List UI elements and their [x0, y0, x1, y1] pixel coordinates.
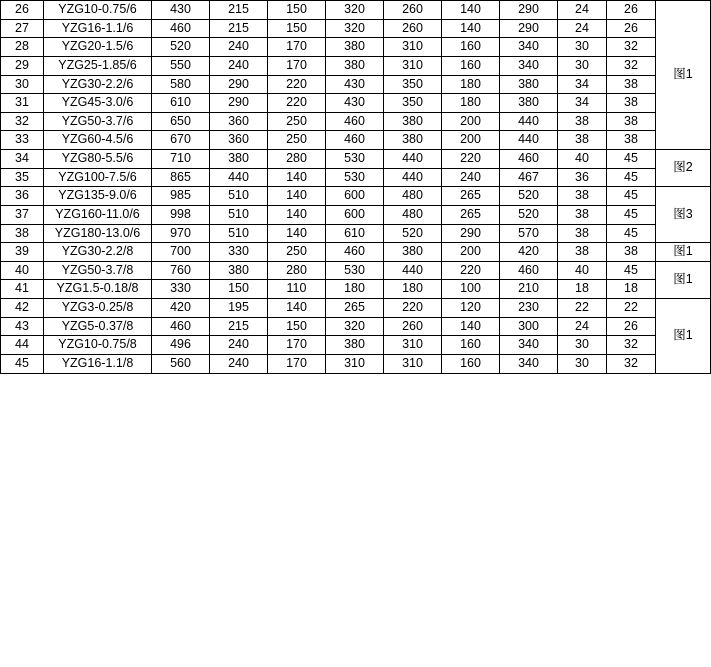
value-v3: 170 [268, 56, 326, 75]
value-v1: 420 [152, 299, 210, 318]
value-v8: 40 [558, 150, 607, 169]
value-v8: 30 [558, 56, 607, 75]
value-v2: 240 [210, 56, 268, 75]
value-v7: 340 [500, 56, 558, 75]
value-v8: 24 [558, 1, 607, 20]
value-v6: 100 [442, 280, 500, 299]
value-v5: 440 [384, 150, 442, 169]
row-index: 39 [1, 243, 44, 262]
value-v4: 380 [326, 56, 384, 75]
value-v1: 560 [152, 354, 210, 373]
value-v9: 38 [607, 75, 656, 94]
value-v6: 220 [442, 261, 500, 280]
value-v5: 310 [384, 56, 442, 75]
value-v1: 650 [152, 112, 210, 131]
value-v6: 140 [442, 317, 500, 336]
row-index: 26 [1, 1, 44, 20]
value-v8: 40 [558, 261, 607, 280]
model-name: YZG20-1.5/6 [44, 38, 152, 57]
table-row [1, 336, 711, 355]
value-v2: 240 [210, 336, 268, 355]
value-v8: 24 [558, 317, 607, 336]
value-v3: 140 [268, 224, 326, 243]
value-v9: 45 [607, 205, 656, 224]
table-row [1, 317, 711, 336]
value-v4: 600 [326, 187, 384, 206]
value-v6: 265 [442, 187, 500, 206]
value-v2: 215 [210, 1, 268, 20]
value-v8: 30 [558, 38, 607, 57]
model-name: YZG30-2.2/8 [44, 243, 152, 262]
value-v4: 530 [326, 261, 384, 280]
model-name: YZG180-13.0/6 [44, 224, 152, 243]
value-v2: 215 [210, 19, 268, 38]
value-v8: 22 [558, 299, 607, 318]
row-index: 43 [1, 317, 44, 336]
value-v8: 38 [558, 112, 607, 131]
model-name: YZG5-0.37/8 [44, 317, 152, 336]
value-v9: 26 [607, 317, 656, 336]
value-v6: 220 [442, 150, 500, 169]
value-v4: 460 [326, 131, 384, 150]
value-v4: 530 [326, 168, 384, 187]
table-row [1, 1, 711, 20]
model-name: YZG30-2.2/6 [44, 75, 152, 94]
value-v9: 26 [607, 1, 656, 20]
value-v5: 220 [384, 299, 442, 318]
value-v5: 260 [384, 19, 442, 38]
row-index: 38 [1, 224, 44, 243]
value-v6: 160 [442, 38, 500, 57]
value-v7: 460 [500, 150, 558, 169]
value-v2: 150 [210, 280, 268, 299]
value-v1: 430 [152, 1, 210, 20]
value-v5: 480 [384, 205, 442, 224]
table-row [1, 19, 711, 38]
value-v8: 34 [558, 75, 607, 94]
value-v6: 120 [442, 299, 500, 318]
value-v5: 440 [384, 261, 442, 280]
value-v9: 26 [607, 19, 656, 38]
value-v5: 380 [384, 243, 442, 262]
value-v2: 510 [210, 205, 268, 224]
table-row [1, 75, 711, 94]
value-v8: 38 [558, 243, 607, 262]
row-index: 44 [1, 336, 44, 355]
value-v3: 150 [268, 1, 326, 20]
table-row [1, 224, 711, 243]
value-v5: 310 [384, 336, 442, 355]
value-v1: 460 [152, 19, 210, 38]
value-v3: 150 [268, 19, 326, 38]
value-v3: 140 [268, 168, 326, 187]
value-v7: 340 [500, 336, 558, 355]
value-v4: 600 [326, 205, 384, 224]
value-v7: 210 [500, 280, 558, 299]
value-v2: 440 [210, 168, 268, 187]
value-v9: 22 [607, 299, 656, 318]
value-v6: 180 [442, 75, 500, 94]
value-v9: 45 [607, 261, 656, 280]
figure-reference: 图1 [656, 299, 711, 374]
value-v3: 140 [268, 187, 326, 206]
value-v1: 710 [152, 150, 210, 169]
value-v1: 580 [152, 75, 210, 94]
figure-reference: 图1 [656, 261, 711, 298]
value-v5: 380 [384, 112, 442, 131]
value-v1: 520 [152, 38, 210, 57]
model-name: YZG80-5.5/6 [44, 150, 152, 169]
value-v6: 240 [442, 168, 500, 187]
table-row [1, 187, 711, 206]
model-name: YZG160-11.0/6 [44, 205, 152, 224]
model-name: YZG25-1.85/6 [44, 56, 152, 75]
value-v4: 265 [326, 299, 384, 318]
value-v1: 970 [152, 224, 210, 243]
row-index: 34 [1, 150, 44, 169]
value-v9: 45 [607, 150, 656, 169]
model-name: YZG10-0.75/8 [44, 336, 152, 355]
value-v9: 38 [607, 94, 656, 113]
value-v4: 320 [326, 1, 384, 20]
value-v7: 520 [500, 187, 558, 206]
value-v9: 32 [607, 354, 656, 373]
value-v6: 160 [442, 354, 500, 373]
value-v1: 700 [152, 243, 210, 262]
row-index: 30 [1, 75, 44, 94]
value-v5: 310 [384, 354, 442, 373]
value-v1: 496 [152, 336, 210, 355]
table-row [1, 131, 711, 150]
table-row [1, 354, 711, 373]
row-index: 36 [1, 187, 44, 206]
value-v9: 38 [607, 243, 656, 262]
row-index: 31 [1, 94, 44, 113]
value-v9: 45 [607, 224, 656, 243]
value-v3: 250 [268, 243, 326, 262]
value-v1: 865 [152, 168, 210, 187]
value-v3: 280 [268, 150, 326, 169]
table-row [1, 38, 711, 57]
value-v1: 460 [152, 317, 210, 336]
value-v8: 38 [558, 131, 607, 150]
value-v7: 440 [500, 131, 558, 150]
figure-reference: 图3 [656, 187, 711, 243]
value-v5: 520 [384, 224, 442, 243]
value-v9: 45 [607, 187, 656, 206]
figure-reference: 图1 [656, 1, 711, 150]
value-v7: 570 [500, 224, 558, 243]
value-v8: 38 [558, 187, 607, 206]
table-row [1, 56, 711, 75]
value-v2: 290 [210, 75, 268, 94]
value-v3: 170 [268, 38, 326, 57]
value-v4: 530 [326, 150, 384, 169]
model-name: YZG50-3.7/6 [44, 112, 152, 131]
value-v9: 38 [607, 131, 656, 150]
value-v6: 265 [442, 205, 500, 224]
value-v2: 510 [210, 187, 268, 206]
value-v6: 200 [442, 131, 500, 150]
value-v6: 290 [442, 224, 500, 243]
value-v8: 24 [558, 19, 607, 38]
value-v6: 140 [442, 19, 500, 38]
value-v4: 460 [326, 243, 384, 262]
model-name: YZG45-3.0/6 [44, 94, 152, 113]
value-v7: 340 [500, 354, 558, 373]
value-v7: 290 [500, 1, 558, 20]
row-index: 37 [1, 205, 44, 224]
value-v4: 310 [326, 354, 384, 373]
value-v1: 998 [152, 205, 210, 224]
value-v2: 380 [210, 150, 268, 169]
row-index: 33 [1, 131, 44, 150]
value-v3: 140 [268, 205, 326, 224]
value-v5: 260 [384, 1, 442, 20]
value-v3: 140 [268, 299, 326, 318]
value-v2: 360 [210, 131, 268, 150]
value-v7: 420 [500, 243, 558, 262]
value-v6: 160 [442, 56, 500, 75]
value-v8: 30 [558, 336, 607, 355]
value-v8: 38 [558, 224, 607, 243]
value-v4: 180 [326, 280, 384, 299]
value-v4: 430 [326, 94, 384, 113]
value-v3: 110 [268, 280, 326, 299]
table-row [1, 94, 711, 113]
value-v8: 34 [558, 94, 607, 113]
row-index: 35 [1, 168, 44, 187]
value-v9: 45 [607, 168, 656, 187]
table-body [1, 1, 711, 374]
value-v4: 610 [326, 224, 384, 243]
figure-reference: 图1 [656, 243, 711, 262]
figure-reference: 图2 [656, 150, 711, 187]
value-v3: 170 [268, 336, 326, 355]
value-v5: 480 [384, 187, 442, 206]
value-v6: 160 [442, 336, 500, 355]
row-index: 29 [1, 56, 44, 75]
model-name: YZG60-4.5/6 [44, 131, 152, 150]
value-v5: 260 [384, 317, 442, 336]
value-v3: 220 [268, 75, 326, 94]
value-v3: 150 [268, 317, 326, 336]
value-v9: 32 [607, 38, 656, 57]
value-v6: 200 [442, 112, 500, 131]
table-row [1, 205, 711, 224]
value-v8: 30 [558, 354, 607, 373]
value-v7: 380 [500, 94, 558, 113]
value-v7: 300 [500, 317, 558, 336]
model-name: YZG3-0.25/8 [44, 299, 152, 318]
value-v5: 380 [384, 131, 442, 150]
value-v7: 230 [500, 299, 558, 318]
table-row [1, 168, 711, 187]
model-name: YZG100-7.5/6 [44, 168, 152, 187]
value-v6: 140 [442, 1, 500, 20]
value-v7: 520 [500, 205, 558, 224]
table-row [1, 112, 711, 131]
row-index: 45 [1, 354, 44, 373]
value-v2: 240 [210, 354, 268, 373]
value-v1: 610 [152, 94, 210, 113]
table-row [1, 243, 711, 262]
model-name: YZG16-1.1/8 [44, 354, 152, 373]
value-v5: 180 [384, 280, 442, 299]
value-v2: 195 [210, 299, 268, 318]
value-v9: 18 [607, 280, 656, 299]
value-v1: 760 [152, 261, 210, 280]
value-v4: 320 [326, 19, 384, 38]
row-index: 27 [1, 19, 44, 38]
value-v2: 380 [210, 261, 268, 280]
row-index: 41 [1, 280, 44, 299]
model-name: YZG16-1.1/6 [44, 19, 152, 38]
value-v4: 460 [326, 112, 384, 131]
value-v5: 350 [384, 75, 442, 94]
model-name: YZG135-9.0/6 [44, 187, 152, 206]
value-v2: 215 [210, 317, 268, 336]
value-v6: 200 [442, 243, 500, 262]
row-index: 28 [1, 38, 44, 57]
value-v4: 430 [326, 75, 384, 94]
value-v3: 250 [268, 131, 326, 150]
value-v1: 670 [152, 131, 210, 150]
value-v8: 38 [558, 205, 607, 224]
table-row [1, 261, 711, 280]
value-v7: 340 [500, 38, 558, 57]
value-v4: 380 [326, 38, 384, 57]
value-v8: 36 [558, 168, 607, 187]
value-v7: 460 [500, 261, 558, 280]
value-v3: 280 [268, 261, 326, 280]
value-v7: 290 [500, 19, 558, 38]
row-index: 40 [1, 261, 44, 280]
value-v2: 290 [210, 94, 268, 113]
value-v7: 440 [500, 112, 558, 131]
value-v1: 330 [152, 280, 210, 299]
value-v3: 170 [268, 354, 326, 373]
value-v9: 32 [607, 336, 656, 355]
value-v5: 350 [384, 94, 442, 113]
model-name: YZG50-3.7/8 [44, 261, 152, 280]
value-v7: 380 [500, 75, 558, 94]
value-v8: 18 [558, 280, 607, 299]
row-index: 42 [1, 299, 44, 318]
row-index: 32 [1, 112, 44, 131]
value-v1: 550 [152, 56, 210, 75]
value-v4: 380 [326, 336, 384, 355]
value-v7: 467 [500, 168, 558, 187]
value-v2: 510 [210, 224, 268, 243]
value-v2: 330 [210, 243, 268, 262]
value-v4: 320 [326, 317, 384, 336]
model-name: YZG10-0.75/6 [44, 1, 152, 20]
value-v9: 32 [607, 56, 656, 75]
value-v3: 220 [268, 94, 326, 113]
model-name: YZG1.5-0.18/8 [44, 280, 152, 299]
value-v6: 180 [442, 94, 500, 113]
table-row [1, 280, 711, 299]
table-row [1, 150, 711, 169]
value-v5: 440 [384, 168, 442, 187]
value-v2: 360 [210, 112, 268, 131]
value-v2: 240 [210, 38, 268, 57]
table-row [1, 299, 711, 318]
value-v9: 38 [607, 112, 656, 131]
value-v1: 985 [152, 187, 210, 206]
value-v5: 310 [384, 38, 442, 57]
value-v3: 250 [268, 112, 326, 131]
